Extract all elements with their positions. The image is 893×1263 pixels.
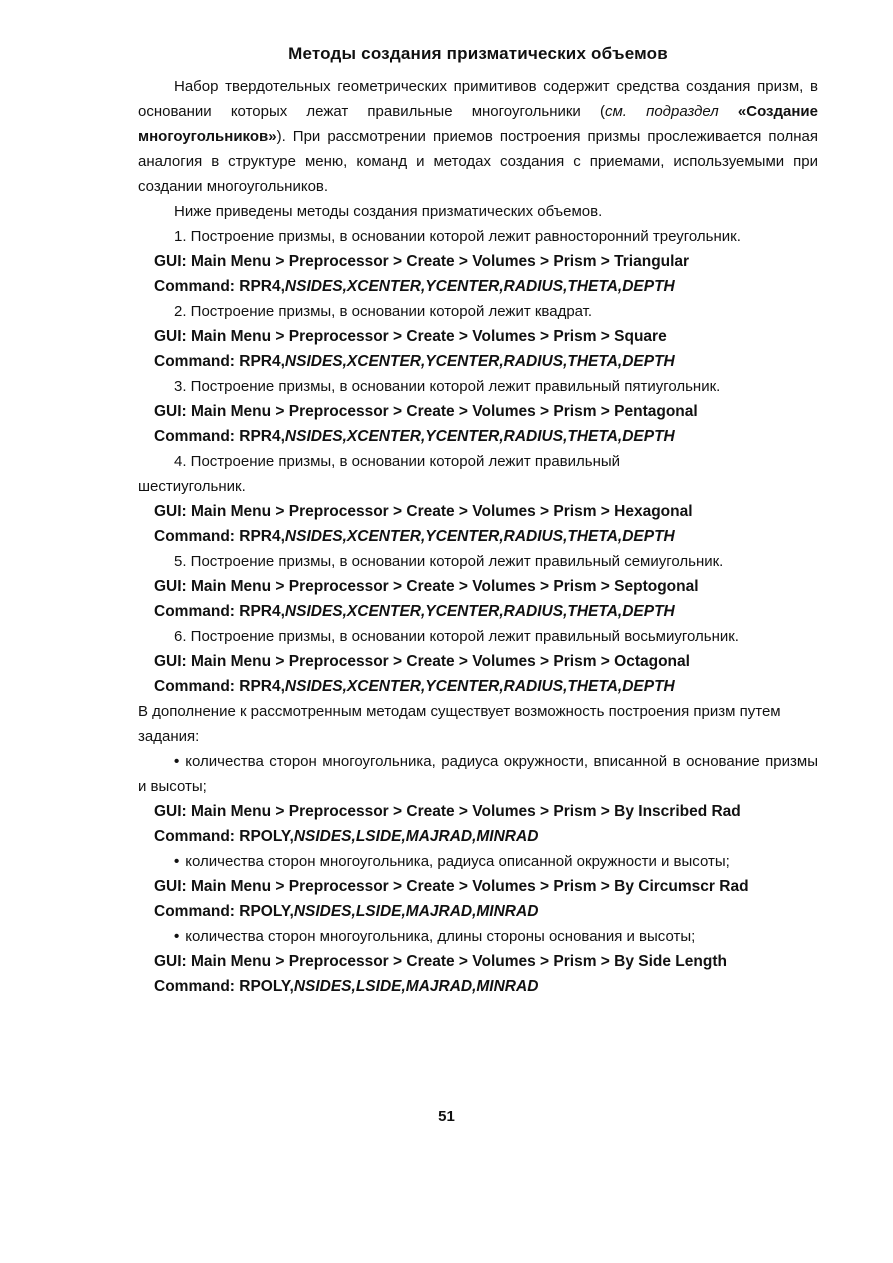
bullet-text: количества сторон многоугольника, длины стороны основания и высоты; (185, 928, 696, 945)
bullet-item (138, 924, 818, 949)
command-name: Command: RPR4, (154, 603, 285, 620)
bullet-glyph: • (174, 928, 180, 945)
method-item-text: 4. Построение призмы, в основании которой лежит правильный шестиугольник. (138, 453, 621, 495)
page-title: Методы создания призматических объемов (288, 44, 668, 63)
command-args: NSIDES,LSIDE,MAJRAD,MINRAD (293, 828, 539, 845)
method-item-text: 2. Построение призмы, в основании которой лежит квадрат. (174, 303, 593, 320)
intro-reference-italic: см. подраздел (604, 103, 719, 120)
gui-path: GUI: Main Menu > Preprocessor > Create > Volumes > Prism > Pentagonal (154, 403, 698, 420)
command-line (154, 599, 818, 624)
command-line (154, 899, 818, 924)
page-number: 51 (438, 1108, 455, 1125)
addition-paragraph: В дополнение к рассмотренным методам существует возможность построения призм путем задания: (138, 703, 781, 745)
command-name: Command: RPR4, (154, 353, 285, 370)
gui-path: GUI: Main Menu > Preprocessor > Create > Volumes > Prism > Triangular (154, 253, 690, 270)
command-name: Command: RPOLY, (154, 828, 294, 845)
command-name: Command: RPOLY, (154, 978, 294, 995)
intro-reference-bold: «Создание многоугольников» (138, 103, 818, 145)
command-name: Command: RPR4, (154, 678, 285, 695)
bullet-item (138, 749, 818, 799)
bullet-item (138, 849, 818, 874)
gui-path: GUI: Main Menu > Preprocessor > Create > Volumes > Prism > Hexagonal (154, 503, 693, 520)
command-args: NSIDES,XCENTER,YCENTER,RADIUS,THETA,DEPTH (284, 528, 675, 545)
gui-path: GUI: Main Menu > Preprocessor > Create > Volumes > Prism > By Circumscr Rad (154, 878, 749, 895)
method-item-text: 1. Построение призмы, в основании которой лежит равносторонний треугольник. (174, 228, 741, 245)
command-line (154, 524, 818, 549)
gui-path: GUI: Main Menu > Preprocessor > Create > Volumes > Prism > By Side Length (154, 953, 727, 970)
method-item-text: 6. Построение призмы, в основании которой лежит правильный восьмиугольник. (174, 628, 739, 645)
command-args: NSIDES,LSIDE,MAJRAD,MINRAD (293, 978, 539, 995)
bullet-text: количества сторон многоугольника, радиуса окружности, вписанной в основание призмы и высоты; (138, 753, 818, 795)
intro-text-1: Набор твердотельных геометрических примитивов содержит средства создания призм, в основании которых лежат правильные многоугольники ( (138, 78, 818, 120)
bullet-text: количества сторон многоугольника, радиуса описанной окружности и высоты; (185, 853, 730, 870)
command-line (154, 274, 818, 299)
command-args: NSIDES,LSIDE,MAJRAD,MINRAD (293, 903, 539, 920)
command-args: NSIDES,XCENTER,YCENTER,RADIUS,THETA,DEPTH (284, 278, 675, 295)
command-line (154, 424, 818, 449)
command-args: NSIDES,XCENTER,YCENTER,RADIUS,THETA,DEPTH (284, 428, 675, 445)
command-name: Command: RPR4, (154, 528, 285, 545)
command-line (154, 974, 818, 999)
method-item-text: 5. Построение призмы, в основании которой лежит правильный семиугольник. (174, 553, 724, 570)
intro-lead-in: Ниже приведены методы создания призматических объемов. (174, 203, 603, 220)
document-page (138, 44, 818, 999)
gui-path: GUI: Main Menu > Preprocessor > Create > Volumes > Prism > Square (154, 328, 667, 345)
intro-paragraph (138, 74, 818, 199)
bullet-glyph: • (174, 753, 180, 770)
command-line (154, 349, 818, 374)
command-args: NSIDES,XCENTER,YCENTER,RADIUS,THETA,DEPTH (284, 678, 675, 695)
command-line (154, 674, 818, 699)
method-item-text: 3. Построение призмы, в основании которой лежит правильный пятиугольник. (174, 378, 721, 395)
gui-path: GUI: Main Menu > Preprocessor > Create > Volumes > Prism > By Inscribed Rad (154, 803, 741, 820)
gui-path: GUI: Main Menu > Preprocessor > Create > Volumes > Prism > Octagonal (154, 653, 690, 670)
gui-path: GUI: Main Menu > Preprocessor > Create > Volumes > Prism > Septogonal (154, 578, 699, 595)
intro-text-2: ). При рассмотрении приемов построения призмы прослеживается полная аналогия в структуре меню, команд и методах создания с приемами, используемыми при создании многоугольников. (138, 128, 818, 195)
bullet-glyph: • (174, 853, 180, 870)
command-name: Command: RPOLY, (154, 903, 294, 920)
command-line (154, 824, 818, 849)
command-args: NSIDES,XCENTER,YCENTER,RADIUS,THETA,DEPTH (284, 603, 675, 620)
command-args: NSIDES,XCENTER,YCENTER,RADIUS,THETA,DEPTH (284, 353, 675, 370)
command-name: Command: RPR4, (154, 428, 285, 445)
command-name: Command: RPR4, (154, 278, 285, 295)
